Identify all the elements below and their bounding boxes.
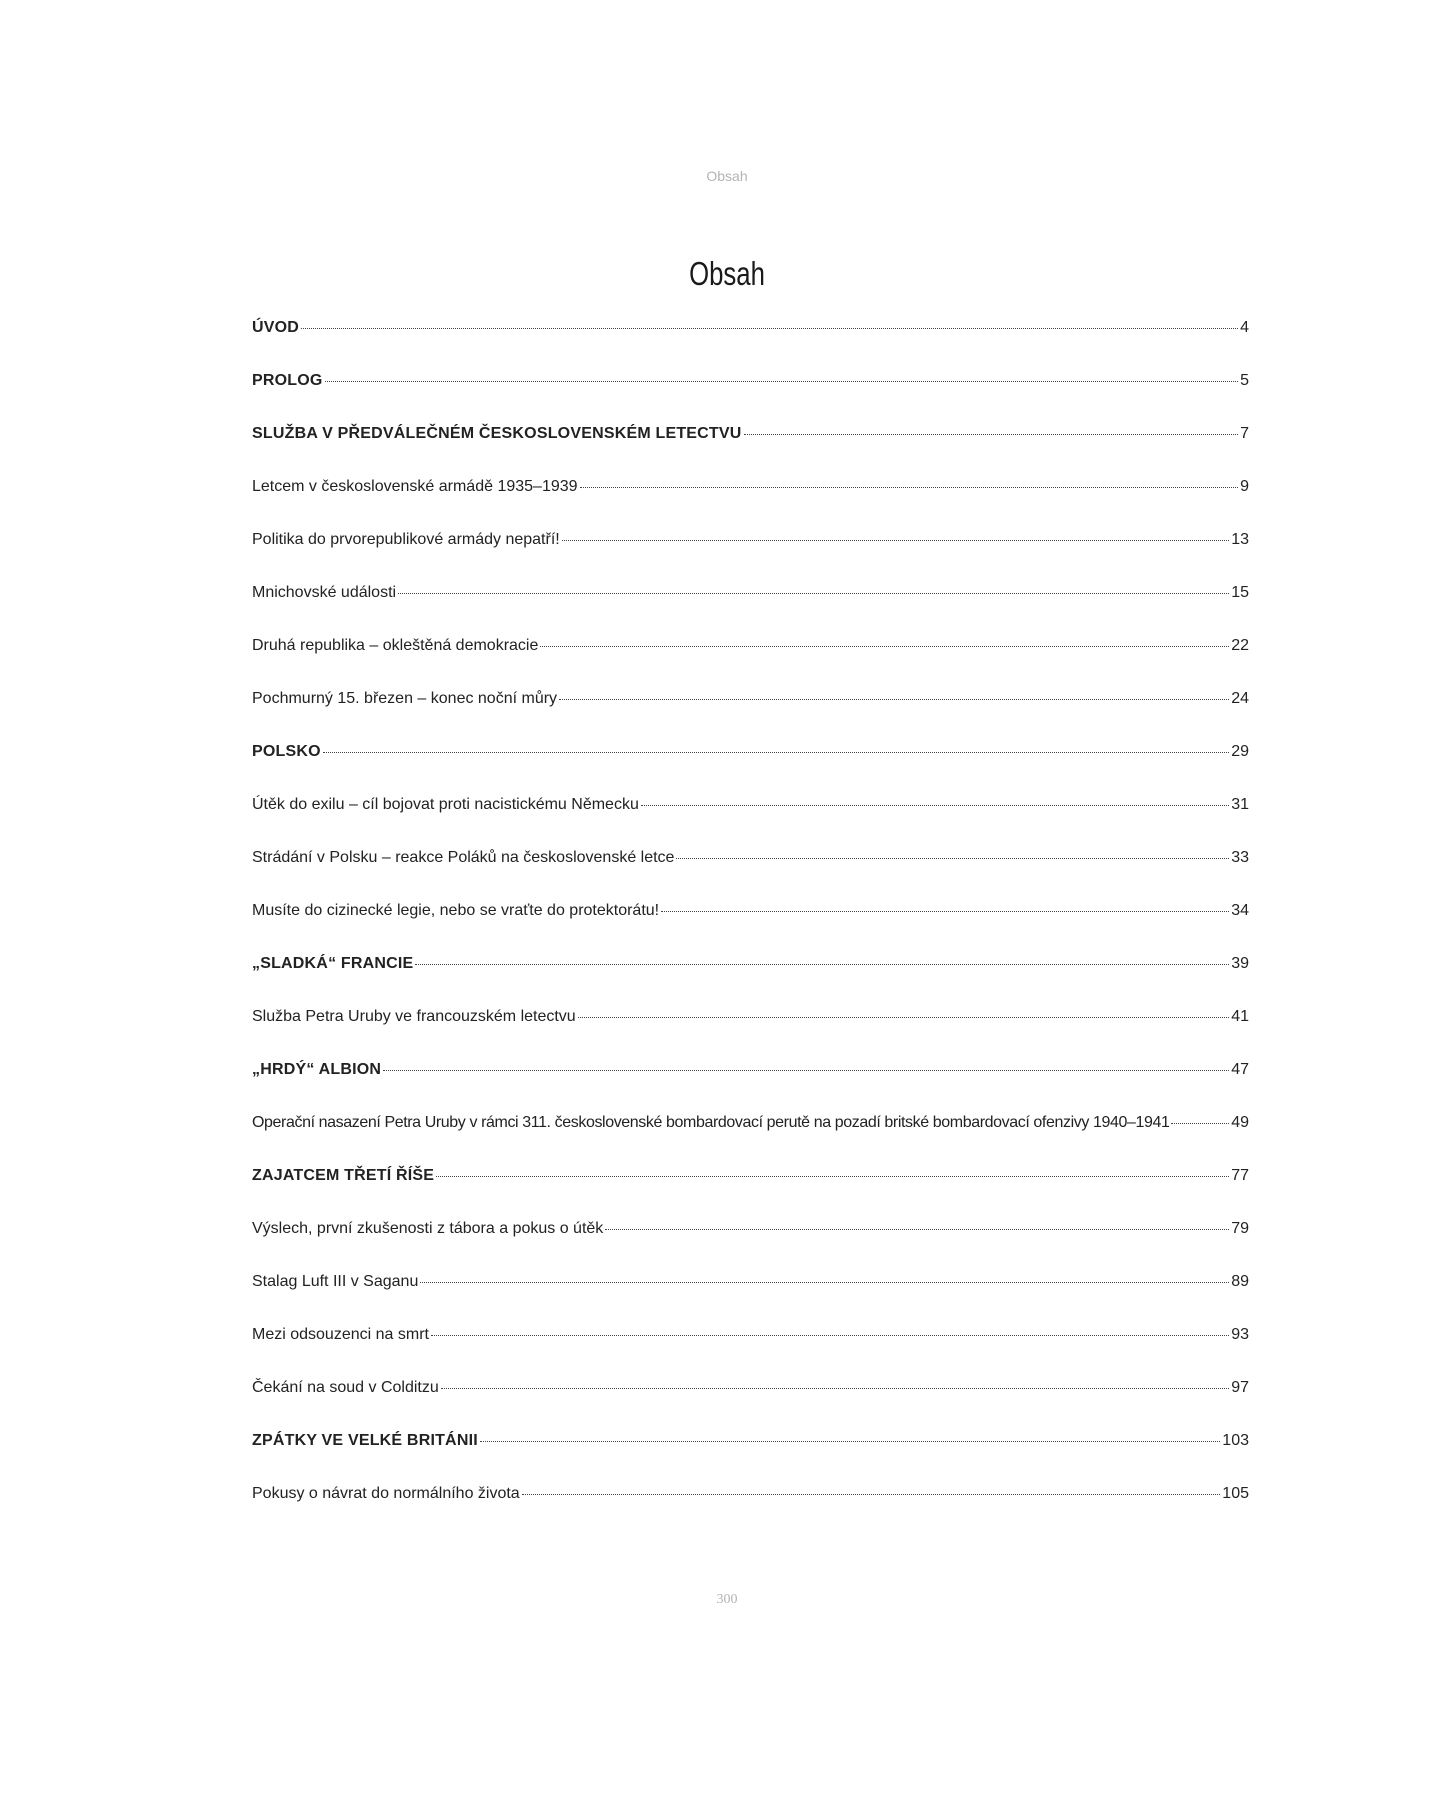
toc-entry-page-number: 49	[1231, 1114, 1249, 1131]
toc-entry-label: Politika do prvorepublikové armády nepatří!	[252, 531, 560, 548]
toc-entry-label: Druhá republika – okleštěná demokracie	[252, 637, 539, 654]
toc-chapter-entry[interactable]	[252, 1060, 1249, 1113]
dot-leader	[415, 964, 1229, 965]
toc-entry-page-number: 97	[1231, 1379, 1249, 1396]
toc-section-entry[interactable]	[252, 1325, 1249, 1378]
dot-leader	[605, 1229, 1229, 1230]
toc-entry-label: POLSKO	[252, 743, 321, 760]
toc-section-entry[interactable]	[252, 1272, 1249, 1325]
toc-entry-label: Pokusy o návrat do normálního života	[252, 1485, 520, 1502]
toc-entry-label: „HRDÝ“ ALBION	[252, 1061, 382, 1078]
toc-section-entry[interactable]	[252, 689, 1249, 742]
toc-entry-page-number: 24	[1231, 690, 1249, 707]
dot-leader	[420, 1282, 1229, 1283]
toc-entry-label: ÚVOD	[252, 319, 300, 336]
toc-entry-page-number: 79	[1231, 1220, 1249, 1237]
dot-leader	[1171, 1123, 1229, 1124]
toc-entry-page-number: 103	[1222, 1432, 1249, 1449]
dot-leader	[562, 540, 1229, 541]
toc-entry-label: Operační nasazení Petra Uruby v rámci 311. československé bombardovací perutě na pozadí britské bombardovací ofenzivy 1940–1941	[252, 1114, 1170, 1131]
dot-leader	[480, 1441, 1220, 1442]
page-number: 300	[716, 1592, 738, 1607]
toc-entry-label: Strádání v Polsku – reakce Poláků na československé letce	[252, 849, 675, 866]
toc-entry-label: Letcem v československé armádě 1935–1939	[252, 478, 578, 495]
dot-leader	[383, 1070, 1229, 1071]
toc-entry-page-number: 39	[1231, 955, 1249, 972]
toc-section-entry[interactable]	[252, 1484, 1249, 1537]
dot-leader	[431, 1335, 1229, 1336]
toc-entry-page-number: 29	[1231, 743, 1249, 760]
toc-entry-page-number: 4	[1240, 319, 1249, 336]
toc-section-entry[interactable]	[252, 848, 1249, 901]
dot-leader	[578, 1017, 1230, 1018]
toc-entry-label: Služba Petra Uruby ve francouzském letectvu	[252, 1008, 576, 1025]
toc-entry-label: ZAJATCEM TŘETÍ ŘÍŠE	[252, 1167, 435, 1184]
toc-entry-page-number: 15	[1231, 584, 1249, 601]
toc-section-entry[interactable]	[252, 636, 1249, 689]
dot-leader	[540, 646, 1229, 647]
toc-entry-page-number: 77	[1231, 1167, 1249, 1184]
table-of-contents	[252, 318, 1249, 1537]
dot-leader	[641, 805, 1229, 806]
toc-entry-page-number: 13	[1231, 531, 1249, 548]
toc-entry-page-number: 31	[1231, 796, 1249, 813]
toc-entry-page-number: 34	[1231, 902, 1249, 919]
toc-entry-page-number: 105	[1222, 1485, 1249, 1502]
toc-entry-page-number: 9	[1240, 478, 1249, 495]
toc-entry-page-number: 33	[1231, 849, 1249, 866]
toc-chapter-entry[interactable]	[252, 742, 1249, 795]
toc-section-entry[interactable]	[252, 901, 1249, 954]
toc-chapter-entry[interactable]	[252, 1431, 1249, 1484]
toc-chapter-entry[interactable]	[252, 424, 1249, 477]
toc-entry-label: Musíte do cizinecké legie, nebo se vraťte do protektorátu!	[252, 902, 660, 919]
dot-leader	[676, 858, 1229, 859]
dot-leader	[580, 487, 1239, 488]
toc-entry-label: Pochmurný 15. březen – konec noční můry	[252, 690, 558, 707]
toc-chapter-entry[interactable]	[252, 954, 1249, 1007]
dot-leader	[301, 328, 1238, 329]
page-title: Obsah	[689, 255, 765, 292]
toc-entry-label: PROLOG	[252, 372, 323, 389]
toc-section-entry[interactable]	[252, 1378, 1249, 1431]
dot-leader	[559, 699, 1229, 700]
toc-section-entry[interactable]	[252, 1007, 1249, 1060]
dot-leader	[436, 1176, 1229, 1177]
dot-leader	[398, 593, 1229, 594]
running-head: Obsah	[706, 168, 748, 184]
toc-entry-page-number: 93	[1231, 1326, 1249, 1343]
dot-leader	[744, 434, 1239, 435]
toc-entry-label: SLUŽBA V PŘEDVÁLEČNÉM ČESKOSLOVENSKÉM LETECTVU	[252, 425, 742, 442]
toc-entry-page-number: 22	[1231, 637, 1249, 654]
toc-entry-page-number: 5	[1240, 372, 1249, 389]
dot-leader	[325, 381, 1239, 382]
toc-entry-label: Čekání na soud v Colditzu	[252, 1379, 439, 1396]
toc-section-entry[interactable]	[252, 1113, 1249, 1166]
toc-entry-page-number: 41	[1231, 1008, 1249, 1025]
toc-section-entry[interactable]	[252, 1219, 1249, 1272]
toc-section-entry[interactable]	[252, 795, 1249, 848]
toc-entry-label: „SLADKÁ“ FRANCIE	[252, 955, 414, 972]
dot-leader	[441, 1388, 1229, 1389]
toc-section-entry[interactable]	[252, 530, 1249, 583]
dot-leader	[522, 1494, 1221, 1495]
toc-chapter-entry[interactable]	[252, 318, 1249, 371]
dot-leader	[661, 911, 1229, 912]
toc-entry-label: ZPÁTKY VE VELKÉ BRITÁNII	[252, 1432, 478, 1449]
toc-chapter-entry[interactable]	[252, 371, 1249, 424]
dot-leader	[323, 752, 1229, 753]
toc-entry-page-number: 89	[1231, 1273, 1249, 1290]
toc-entry-page-number: 47	[1231, 1061, 1249, 1078]
toc-entry-label: Výslech, první zkušenosti z tábora a pokus o útěk	[252, 1220, 604, 1237]
toc-entry-label: Mnichovské události	[252, 584, 397, 601]
toc-entry-label: Útěk do exilu – cíl bojovat proti nacistickému Německu	[252, 796, 639, 813]
toc-chapter-entry[interactable]	[252, 1166, 1249, 1219]
toc-entry-page-number: 7	[1240, 425, 1249, 442]
toc-entry-label: Stalag Luft III v Saganu	[252, 1273, 419, 1290]
toc-section-entry[interactable]	[252, 477, 1249, 530]
toc-entry-label: Mezi odsouzenci na smrt	[252, 1326, 429, 1343]
toc-section-entry[interactable]	[252, 583, 1249, 636]
